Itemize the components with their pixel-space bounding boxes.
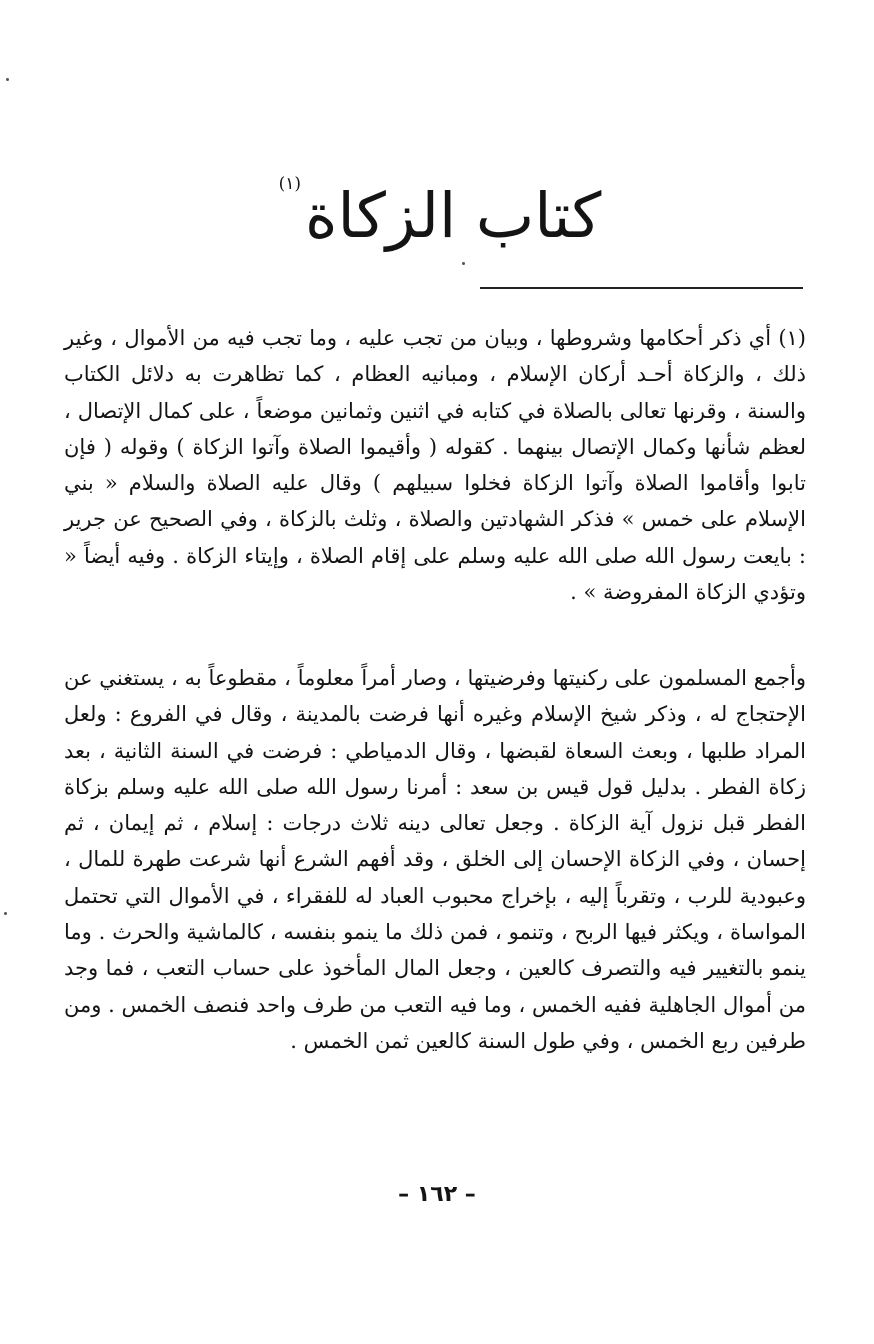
chapter-title: كتاب الزكاة xyxy=(305,179,602,252)
footnote-separator-rule xyxy=(480,287,803,289)
chapter-title-block xyxy=(160,166,720,266)
footnote-paragraph: (١) أي ذكر أحكامها وشروطها ، وبيان من تجب عليه ، وما تجب فيه من الأموال ، وغير ذلك ، والزكاة أحـد أركان الإسلام ، ومبانيه العظام ، كما تظاهرت به دلائل الكتاب والسنة ، وقرنها تعالى بالصلاة في كتابه في اثنين وثمانين موضعاً ، على كمال الإتصال ، لعظم شأنها وكمال الإتصال بينهما . كقوله ( وأقيموا الصلاة وآتوا الزكاة ) وقوله ( فإن تابوا وأقاموا الصلاة وآتوا الزكاة فخلوا سبيلهم ) وقال عليه الصلاة والسلام « بني الإسلام على خمس » فذكر الشهادتين والصلاة ، وثلث بالزكاة ، وفي الصحيح عن جرير : بايعت رسول الله صلى الله عليه وسلم على إقام الصلاة ، وإيتاء الزكاة . وفيه أيضاً « وتؤدي الزكاة المفروضة » . xyxy=(64,326,806,605)
scan-speck-top-left xyxy=(6,78,9,81)
scan-speck-middle-left xyxy=(4,912,7,915)
page-number: – ١٦٢ – xyxy=(398,1182,476,1207)
body-paragraph: وأجمع المسلمون على ركنيتها وفرضيتها ، وصار أمراً معلوماً ، مقطوعاً به ، يستغني عن الإحتجاج له ، وذكر شيخ الإسلام وغيره أنها فرضت بالمدينة ، وقال في الفروع : ولعل المراد طلبها ، وبعث السعاة لقبضها ، وقال الدمياطي : فرضت في السنة الثانية ، بعد زكاة الفطر . بدليل قول قيس بن سعد : أمرنا رسول الله صلى الله عليه وسلم بزكاة الفطر قبل نزول آية الزكاة . وجعل تعالى دينه ثلاث درجات : إسلام ، ثم إيمان ، ثم إحسان ، وفي الزكاة الإحسان إلى الخلق ، وقد أفهم الشرع أنها شرعت طهرة للمال ، وعبودية للرب ، وتقرباً إليه ، بإخراج محبوب العباد له للفقراء ، في الأموال التي تحتمل المواساة ، ويكثر فيها الربح ، وتنمو ، فمن ذلك ما ينمو بنفسه ، كالماشية والحرث . وما ينمو بالتغيير فيه والتصرف كالعين ، وجعل المال المأخوذ على حساب التعب ، فما وجد من أموال الجاهلية ففيه الخمس ، وما فيه التعب من طرف واحد فنصف الخمس . ومن طرفين ربع الخمس ، وفي طول السنة كالعين ثمن الخمس . xyxy=(64,666,806,1053)
title-footnote-marker: (١) xyxy=(278,174,301,194)
